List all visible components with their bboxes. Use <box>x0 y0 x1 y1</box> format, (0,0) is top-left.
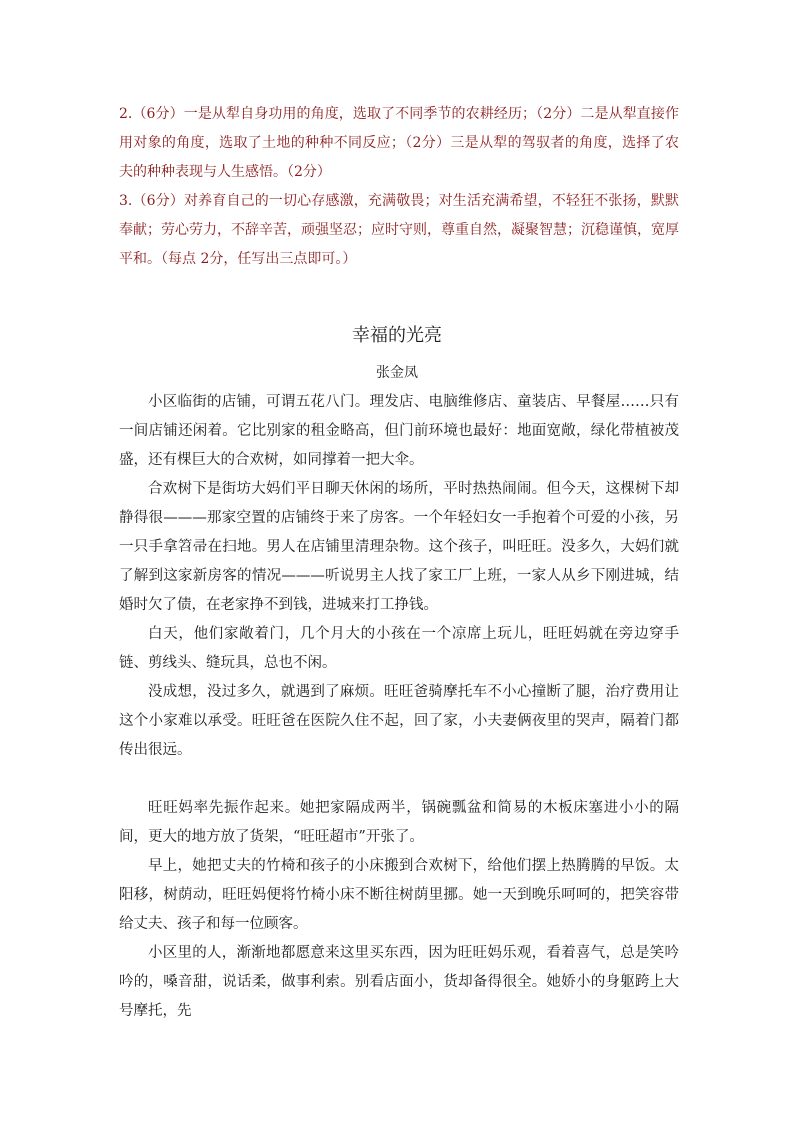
article-paragraph: 合欢树下是街坊大妈们平日聊天休闲的场所，平时热热闹闹。但今天，这棵树下却静得很———那家空置的店铺终于来了房客。一个年轻妇女一手抱着个可爱的小孩，另一只手拿笤帚在扫地。男人在店铺里清理杂物。这个孩子，叫旺旺。没多久，大妈们就了解到这家新房客的情况———听说男主人找了家工厂上班，一家人从乡下刚进城，结婚时欠了债，在老家挣不到钱，进城来打工挣钱。 <box>119 481 679 613</box>
article-paragraph: 小区临街的店铺，可谓五花八门。理发店、电脑维修店、童装店、早餐屋……只有一间店铺还闲着。它比别家的租金略高，但门前环境也最好：地面宽敞，绿化带植被茂盛，还有棵巨大的合欢树，如同撑着一把大伞。 <box>119 394 679 468</box>
article-paragraph: 早上，她把丈夫的竹椅和孩子的小床搬到合欢树下，给他们摆上热腾腾的早饭。太阳移，树荫动，旺旺妈便将竹椅小床不断往树荫里挪。她一天到晚乐呵呵的，把笑容带给丈夫、孩子和每一位顾客。 <box>119 858 679 932</box>
article-body <box>119 388 679 1026</box>
article-paragraph: 没成想，没过多久，就遇到了麻烦。旺旺爸骑摩托车不小心撞断了腿，治疗费用让这个小家难以承受。旺旺爸在医院久住不起，回了家，小夫妻俩夜里的哭声，隔着门都传出很远。 <box>119 684 679 758</box>
article-paragraph: 白天，他们家敞着门，几个月大的小孩在一个凉席上玩儿，旺旺妈就在旁边穿手链、剪线头、缝玩具，总也不闲。 <box>119 626 679 671</box>
answer-item-2: 2.（6分）一是从犁自身功用的角度，选取了不同季节的农耕经历；（2分）二是从犁直接作用对象的角度，选取了土地的种种不同反应；（2分）三是从犁的驾驭者的角度，选择了农夫的种种表现与人生感悟。（2分） <box>119 106 679 180</box>
article-author: 张金凤 <box>376 365 418 381</box>
answer-key-section <box>119 100 679 274</box>
article-title: 幸福的光亮 <box>352 325 442 346</box>
answer-item-3: 3.（6分）对养育自己的一切心存感激，充满敬畏；对生活充满希望，不轻狂不张扬，默默奉献；劳心劳力，不辞辛苦，顽强坚忍；应时守则，尊重自然，凝聚智慧；沉稳谨慎，宽厚平和。（每点 2分，任写出三点即可。） <box>119 193 679 267</box>
article-paragraph: 小区里的人，渐渐地都愿意来这里买东西，因为旺旺妈乐观，看着喜气，总是笑吟吟的，嗓音甜，说话柔，做事利索。别看店面小，货却备得很全。她娇小的身躯跨上大号摩托，先 <box>119 945 679 1019</box>
article-paragraph: 旺旺妈率先振作起来。她把家隔成两半，锅碗瓢盆和简易的木板床塞进小小的隔间，更大的地方放了货架，“旺旺超市”开张了。 <box>119 800 679 845</box>
